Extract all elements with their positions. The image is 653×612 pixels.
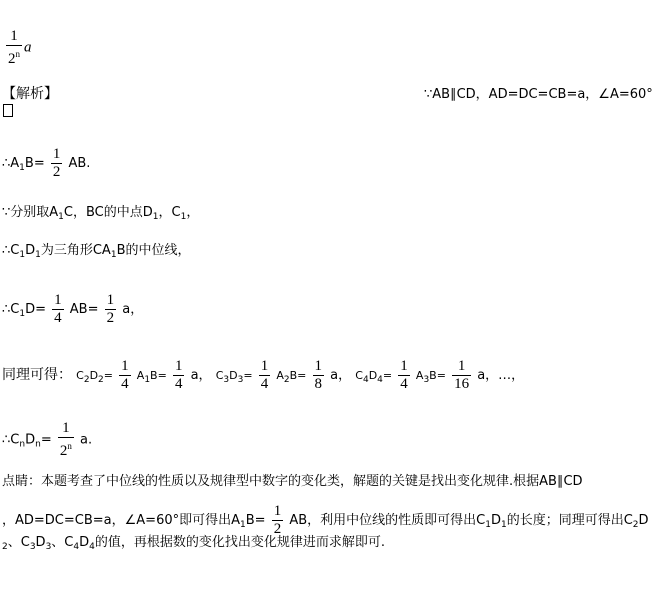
key-point-line-3: $_2$、$C_3D_3$、$C_4D_4$的值，再根据数的变化找出变化规律进而求解即可.	[2, 535, 385, 552]
fraction-c3d3: $\frac{1}{4}$	[260, 358, 269, 392]
fraction-c2d2: $\frac{1}{4}$	[121, 358, 129, 392]
missing-glyph-box	[3, 104, 13, 117]
analysis-label: 【解析】	[2, 86, 58, 102]
given-conditions-overflow	[2, 104, 14, 121]
fraction-c4d4-value: $\frac{1}{16}$	[454, 358, 470, 392]
a1b-line: $\therefore A_1B=$ $\frac{1}{2}$ AB.	[2, 146, 91, 180]
c1d1-value-line: $\therefore C_1D=$ $\frac{1}{4}$ AB= $\frac{1}{2}$ a，	[2, 292, 144, 326]
midpoints-line: ∵分别取$A_1C$，BC的中点$D_1$，$C_1$，	[2, 205, 200, 222]
fraction-c3d3-value: $\frac{1}{8}$	[314, 358, 323, 392]
midline-line: $\therefore C_1D_1$为三角形$CA_1B$的中位线，	[2, 243, 191, 260]
given-conditions: ∵AB∥CD，AD=DC=CB=a，∠A=60°	[424, 87, 653, 102]
answer-fraction: $\frac{1}{2^n}$	[8, 28, 20, 67]
fraction-half: $\frac{1}{2}$	[52, 146, 61, 180]
fraction-quarter: $\frac{1}{4}$	[54, 292, 62, 326]
key-point-line-1: 点睛：本题考查了中位线的性质以及规律型中数字的变化类，解题的关键是找出变化规律.根据AB∥CD	[2, 474, 583, 489]
similarly-line: 同理可得： $C_2D_2=$ $\frac{1}{4}$ $A_1B=$ $\frac{1}{4}$ a， $C_3D_3=$ $\frac{1}{4}$ $A_2B=$ $\frac{1}{8}$ a， $C_4D_4=$ $\frac{1}{4}$ $A_3B=$ $\frac{1}{16}$ a，…，	[2, 358, 525, 392]
fraction-cndn: $\frac{1}{2^n}$	[59, 420, 72, 459]
fraction-half: $\frac{1}{2}$	[106, 292, 115, 326]
answer-variable: a	[24, 39, 32, 56]
fraction-half: $\frac{1}{2}$	[273, 503, 282, 537]
cndn-line: $\therefore C_nD_n=$ $\frac{1}{2^n}$ a.	[2, 420, 93, 459]
answer-expression	[4, 28, 32, 68]
fraction-c2d2-value: $\frac{1}{4}$	[174, 358, 183, 392]
key-point-line-2: ，AD=DC=CB=a，∠A=60°即可得出$A_1B=$ $\frac{1}{2}$ AB，利用中位线的性质即可得出$C_1D_1$的长度；同理可得出$C_2D$	[2, 503, 649, 537]
fraction-c4d4: $\frac{1}{4}$	[400, 358, 408, 392]
